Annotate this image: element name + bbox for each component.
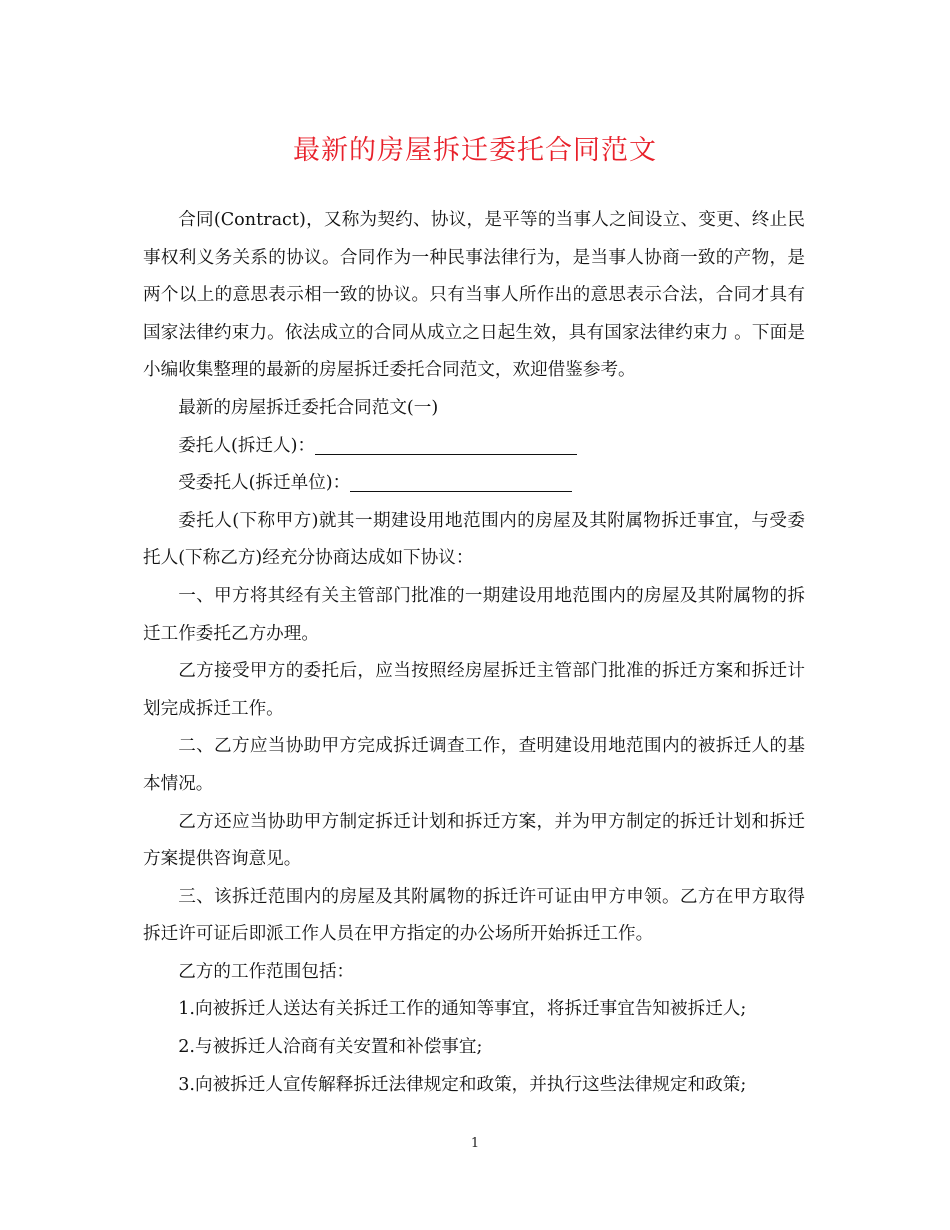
intro-paragraph: 合同(Contract)，又称为契约、协议，是平等的当事人之间设立、变更、终止民事权利义务关系的协议。合同作为一种民事法律行为，是当事人协商一致的产物，是两个以上的意思表示相一致的协议。只有当事人所作出的意思表示合法，合同才具有国家法律约束力。依法成立的合同从成立之日起生效，具有国家法律约束力 。下面是小编收集整理的最新的房屋拆迁委托合同范文，欢迎借鉴参考。 <box>143 210 805 381</box>
section-heading: 最新的房屋拆迁委托合同范文(一) <box>178 397 439 418</box>
agent-field <box>143 465 805 503</box>
clause-2-paragraph: 二、乙方应当协助甲方完成拆迁调查工作，查明建设用地范围内的被拆迁人的基本情况。 <box>143 736 805 794</box>
agent-blank-line <box>350 471 572 492</box>
principal-blank-line <box>315 434 577 455</box>
document-title: 最新的房屋拆迁委托合同范文 <box>293 135 657 166</box>
preamble-paragraph: 委托人(下称甲方)就其一期建设用地范围内的房屋及其附属物拆迁事宜，与受委托人(下称乙方)经充分协商达成如下协议： <box>143 510 805 569</box>
list-item: 3.向被拆迁人宣传解释拆迁法律规定和政策，并执行这些法律规定和政策; <box>178 1074 747 1095</box>
page-number: 1 <box>470 1136 480 1151</box>
clause-1b-paragraph: 乙方接受甲方的委托后，应当按照经房屋拆迁主管部门批准的拆迁方案和拆迁计划完成拆迁工作。 <box>143 661 805 719</box>
clause-1-paragraph: 一、甲方将其经有关主管部门批准的一期建设用地范围内的房屋及其附属物的拆迁工作委托乙方办理。 <box>143 585 805 644</box>
scope-heading: 乙方的工作范围包括： <box>178 961 355 982</box>
principal-label: 委托人(拆迁人)： <box>178 435 316 456</box>
clause-3-paragraph: 三、该拆迁范围内的房屋及其附属物的拆迁许可证由甲方申领。乙方在甲方取得拆迁许可证后即派工作人员在甲方指定的办公场所开始拆迁工作。 <box>143 886 805 945</box>
agent-label: 受委托人(拆迁单位)： <box>178 473 351 494</box>
principal-field <box>143 428 805 466</box>
document-body <box>143 202 805 1104</box>
list-item: 1.向被拆迁人送达有关拆迁工作的通知等事宜，将拆迁事宜告知被拆迁人; <box>178 999 747 1020</box>
clause-2b-paragraph: 乙方还应当协助甲方制定拆迁计划和拆迁方案，并为甲方制定的拆迁计划和拆迁方案提供咨询意见。 <box>143 811 805 870</box>
list-item: 2.与被拆迁人洽商有关安置和补偿事宜; <box>178 1037 483 1058</box>
